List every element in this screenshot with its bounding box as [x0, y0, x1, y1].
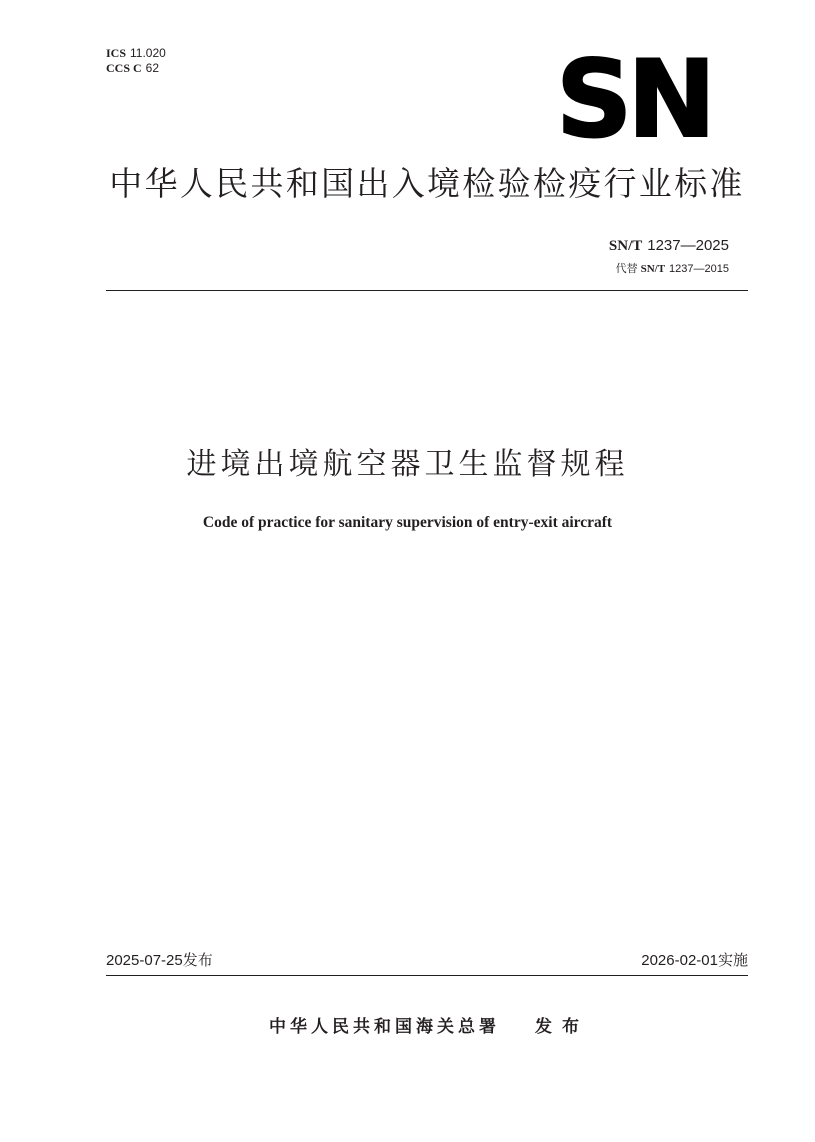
bottom-divider — [106, 975, 748, 976]
replaces-number: 1237—2015 — [669, 263, 729, 275]
issue-label: 发布 — [182, 951, 213, 969]
standard-code-prefix: SN/T — [608, 238, 643, 254]
standard-category-title: 中华人民共和国出入境检验检疫行业标准 — [109, 164, 745, 203]
replaces-prefix: SN/T — [640, 263, 666, 275]
implement-date: 2026-02-01 — [641, 952, 718, 969]
issuer-line — [269, 1016, 589, 1038]
document-title-chinese: 进境出境航空器卫生监督规程 — [186, 447, 629, 482]
ics-code — [106, 46, 166, 61]
replaces-label: 代替 — [615, 262, 638, 275]
issuer-name: 中华人民共和国海关总署 — [269, 1017, 500, 1037]
implement-label: 实施 — [717, 951, 748, 969]
classification-codes — [106, 46, 166, 76]
ccs-value: 62 — [145, 61, 160, 75]
issue-date-block — [106, 950, 213, 971]
ccs-code — [106, 61, 166, 76]
sn-logo: SN — [556, 38, 712, 161]
replaces-standard — [616, 262, 729, 276]
ics-value: 11.020 — [130, 46, 166, 60]
dates-row — [106, 950, 748, 971]
ics-label: ICS — [106, 46, 127, 60]
ccs-label: CCS C — [106, 61, 142, 75]
document-title-english: Code of practice for sanitary supervision of entry-exit aircraft — [202, 514, 613, 531]
standard-code-number: 1237—2025 — [647, 237, 729, 254]
issuer-action: 发布 — [535, 1017, 589, 1037]
implement-date-block — [641, 950, 748, 971]
top-divider — [106, 290, 748, 291]
standard-code — [609, 236, 729, 255]
issue-date: 2025-07-25 — [106, 952, 183, 969]
